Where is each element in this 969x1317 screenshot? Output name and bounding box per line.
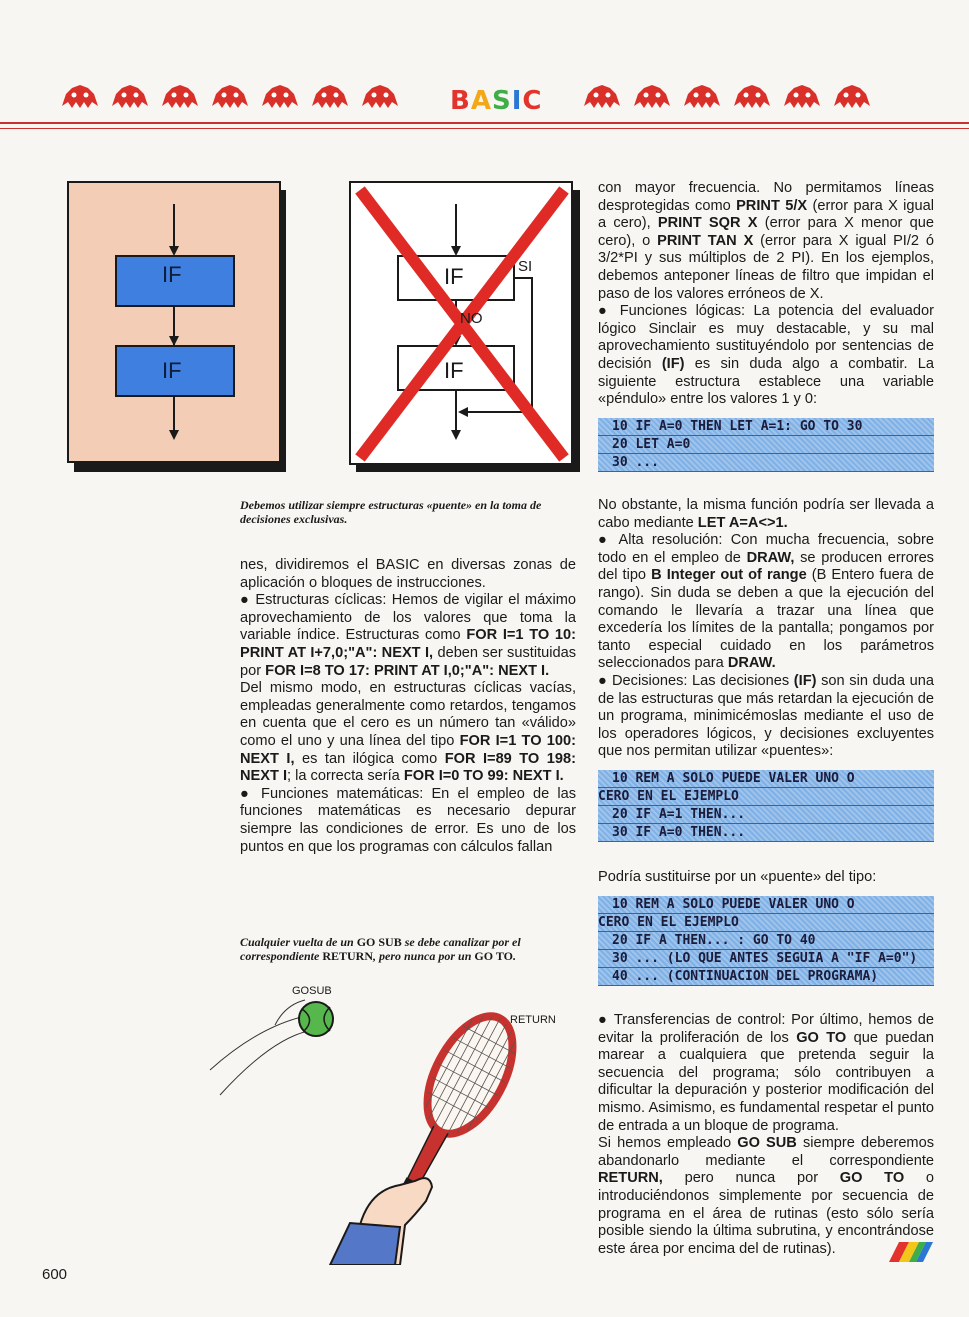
space-invader-icon: [830, 82, 874, 110]
invader-decoration-left: [58, 82, 402, 112]
space-invader-icon: [108, 82, 152, 110]
if-box-label: IF: [444, 264, 464, 289]
paragraph: Del mismo modo, en estructuras cíclicas vacías, empleadas generalmente como retardos, tengamos en cuenta que el cero es un número tan «válido» como el uno y una línea del tipo FOR I=1 TO 100: NEXT I, es tan ilógica como FOR I=89 TO 198: NEXT I; la correcta sería FOR I=0 TO 99: NEXT I.: [240, 680, 576, 785]
paragraph: ● Funciones lógicas: La potencia del evaluador lógico Sinclair es muy destacable, y su mal aprovechamiento sustituyéndolo por sentencias de decisión (IF) es sin duda algo a combatir. La siguiente estructura establece una variable «péndulo» entre los valores 1 y 0:: [598, 303, 934, 408]
paragraph: nes, dividiremos el BASIC en diversas zonas de aplicación o bloques de instrucciones.: [240, 557, 576, 591]
tennis-illustration: [200, 995, 580, 1265]
code-line: 10 IF A=0 THEN LET A=1: GO TO 30: [598, 418, 934, 436]
if-box-label: IF: [444, 358, 464, 383]
code-line: CERO EN EL EJEMPLO: [598, 914, 934, 932]
figure-caption: Cualquier vuelta de un GO SUB se debe canalizar por el correspondiente RETURN, pero nunca por un GO TO.: [240, 935, 521, 963]
code-line: 20 LET A=0: [598, 436, 934, 454]
space-invader-icon: [730, 82, 774, 110]
space-invader-icon: [630, 82, 674, 110]
code-line: CERO EN EL EJEMPLO: [598, 788, 934, 806]
header-rule-bottom: [0, 128, 969, 129]
gosub-label: GOSUB: [292, 985, 332, 997]
space-invader-icon: [308, 82, 352, 110]
paragraph: con mayor frecuencia. No permitamos líneas desprotegidas como PRINT 5/X (error para X igual a cero), PRINT SQR X (error para X menor que cero), o PRINT TAN X (error para X igual PI/2 ó 3/2*PI y sus múltiplos de 2 PI). En los ejemplos, debemos anteponer líneas de filtro que impidan el paso de los valores erróneos de X.: [598, 180, 935, 302]
paragraph: ● Estructuras cíclicas: Hemos de vigilar el máximo aprovechamiento de los valores que toma la variable índice. Estructuras como FOR I=1 TO 10: PRINT AT I+7,0;"A": NEXT I, deben ser sustituidas por FOR I=8 TO 17: PRINT AT I,0;"A": NEXT I.: [240, 592, 577, 679]
rainbow-stripes-icon: [885, 1242, 933, 1262]
page-number: 600: [42, 1266, 68, 1283]
code-line: 30 ...: [598, 454, 934, 472]
code-line: 10 REM A SOLO PUEDE VALER UNO O: [598, 896, 934, 914]
paragraph: ● Transferencias de control: Por último, hemos de evitar la proliferación de los GO TO que puedan marear a cualquiera que pretenda seguir la secuencia del programa; sólo contribuyen a dificultar la depuración y posterior modificación del mismo. Asimismo, es fundamental respetar el punto de entrada a un bloque de programa.: [598, 1012, 934, 1134]
code-line: 20 IF A=1 THEN...: [598, 806, 934, 824]
right-column-bottom: [598, 1012, 934, 1258]
return-label: RETURN: [510, 1014, 556, 1026]
right-column-note: [598, 869, 934, 887]
code-listing-3: [598, 896, 934, 986]
space-invader-icon: [208, 82, 252, 110]
paragraph: ● Alta resolución: Con mucha frecuencia, sobre todo en el empleo de DRAW, se producen errores del tipo B Integer out of range (B Entero fuera de rango). Sin duda se deben a que la ejecución del comando le llevaría a trazar una línea que excedería los límites de la pantalla; pongamos por tanto especial cuidado en los parámetros seleccionados para DRAW.: [598, 532, 934, 672]
code-line: 40 ... (CONTINUACION DEL PROGRAMA): [598, 968, 934, 986]
code-line: 20 IF A THEN... : GO TO 40: [598, 932, 934, 950]
paragraph: Podría sustituirse por un «puente» del tipo:: [598, 869, 877, 885]
paragraph: Si hemos empleado GO SUB siempre deberemos abandonarlo mediante el correspondiente RETURN, pero nunca por GO TO o introduciéndonos simplemente por secuencia de programa en el área de rutinas (esto sólo sería posible siendo la última subrutina, y encontrándose este área por encima del de rutinas).: [598, 1135, 935, 1257]
space-invader-icon: [780, 82, 824, 110]
paragraph: No obstante, la misma función podría ser llevada a cabo mediante LET A=A<>1.: [598, 497, 934, 531]
figure-caption: Debemos utilizar siempre estructuras «puente» en la toma de decisiones exclusivas.: [240, 498, 542, 526]
invader-decoration-right: [580, 82, 874, 112]
paragraph: ● Decisiones: Las decisiones (IF) son sin duda una de las estructuras que más retardan la ejecución de un programa, minimicémoslas mediante el uso de los operadores lógicos, y decisiones excluyentes que nos permitan utilizar «puentes»:: [598, 672, 934, 760]
section-title: BASIC: [450, 86, 543, 116]
paragraph: ● Funciones matemáticas: En el empleo de las funciones matemáticas es necesario depurar siempre las condiciones de error. Es uno de los puntos en que los programas con cálculos fallan: [240, 785, 576, 855]
space-invader-icon: [358, 82, 402, 110]
if-structure-diagram: [60, 176, 580, 476]
branch-label-yes: SI: [518, 258, 533, 275]
code-line: 30 ... (LO QUE ANTES SEGUIA A "IF A=0"): [598, 950, 934, 968]
if-box-label: IF: [162, 262, 182, 287]
header-rule-top: [0, 122, 969, 124]
right-column-top: [598, 180, 934, 409]
space-invader-icon: [58, 82, 102, 110]
code-line: 30 IF A=0 THEN...: [598, 824, 934, 842]
left-column: [240, 557, 576, 856]
branch-label-no: NO: [460, 310, 483, 327]
right-column-mid: [598, 497, 934, 761]
space-invader-icon: [680, 82, 724, 110]
space-invader-icon: [258, 82, 302, 110]
code-line: 10 REM A SOLO PUEDE VALER UNO O: [598, 770, 934, 788]
space-invader-icon: [580, 82, 624, 110]
code-listing-1: [598, 418, 934, 472]
space-invader-icon: [158, 82, 202, 110]
code-listing-2: [598, 770, 934, 842]
if-box-label: IF: [162, 358, 182, 383]
